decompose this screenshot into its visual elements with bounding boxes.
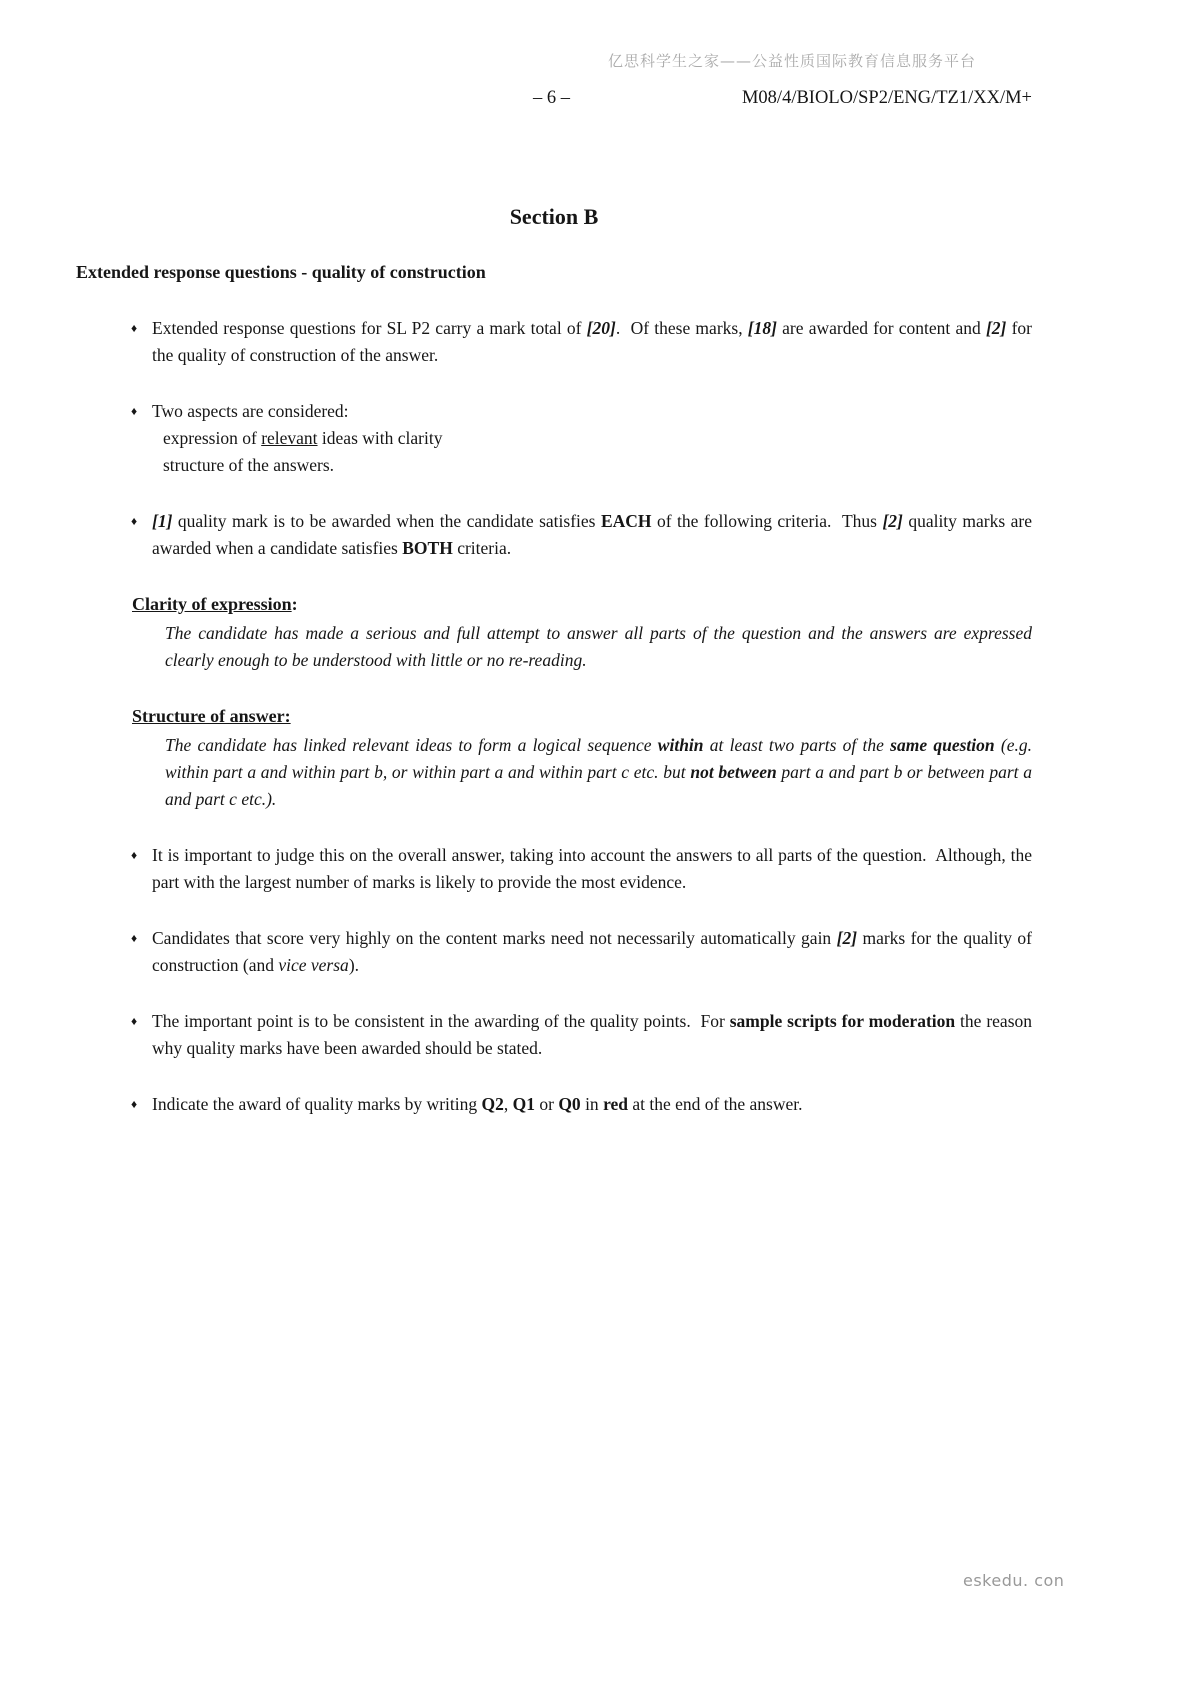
bullet-text [152,508,1037,562]
blocks-container [76,315,1037,1118]
text-run: structure of the answers. [163,455,335,475]
text-run: ideas with clarity [317,428,443,448]
text-run: part a and part b or between part a and part c etc.). [165,762,1037,809]
bullet-text [152,398,1032,479]
text-run: of the following criteria. Thus [651,511,883,531]
text-run: at least two parts of the [703,735,891,755]
text-run: . Of these marks, [615,318,748,338]
bullet-diamond-icon: ♦ [131,848,138,862]
text-run: in [580,1094,604,1114]
bullet-sub-line [163,425,1032,452]
text-run: [20] [586,318,616,338]
bullet-text [152,1091,1032,1118]
text-run: , [503,1094,513,1114]
text-run: at the end of the answer. [628,1094,803,1114]
text-run: Structure of answer: [132,706,291,726]
bullet-text [152,842,1037,896]
subheading: Extended response questions - quality of construction [76,262,486,282]
bullet-diamond-icon: ♦ [131,931,138,945]
text-run: red [603,1094,629,1114]
text-run: marks for the quality of construction (and [152,928,1037,975]
text-run: [2] [985,318,1007,338]
bullet-indicate-award [76,1091,1032,1118]
text-run: the reason why quality marks have been awarded should be stated. [152,1011,1037,1058]
text-run: not between [690,762,777,782]
bullet-diamond-icon: ♦ [131,514,138,528]
heading-structure-of-answer [132,703,1032,730]
bullet-content-marks-not-automatic [76,925,1037,979]
text-run: The candidate has linked relevant ideas to form a logical sequence [165,735,658,755]
text-run: EACH [600,511,652,531]
text-run: relevant [261,428,318,448]
document-code: M08/4/BIOLO/SP2/ENG/TZ1/XX/M+ [741,88,1032,108]
bullet-sub-line [163,452,1032,479]
text-run: The important point is to be consistent in the awarding of the quality points. For [152,1011,730,1031]
text-run: quality marks are awarded when a candidate satisfies [152,511,1037,558]
section-title: Section B [509,204,599,229]
text-run: Indicate the award of quality marks by writing [152,1094,482,1114]
bullet-consistency [76,1008,1037,1062]
text-run: within [657,735,704,755]
document-body [76,0,1037,1118]
text-run: sample scripts for moderation [729,1011,956,1031]
footer-site-label: eskedu. con [963,1571,1065,1590]
bullet-judge-overall-answer [76,842,1037,896]
text-run: Q2 [481,1094,504,1114]
watermark-text: 亿思科学生之家——公益性质国际教育信息服务平台 [607,52,976,70]
bullet-quality-mark-criteria [76,508,1037,562]
bullet-mark-total [76,315,1037,369]
text-run: vice versa [278,955,349,975]
text-run: for the quality of construction of the answer. [152,318,1037,365]
bullet-text [152,925,1037,979]
text-run: [1] [152,511,173,531]
text-run: : [291,594,298,614]
bullet-diamond-icon: ♦ [131,1097,138,1111]
heading-clarity-of-expression [132,591,1032,618]
text-run: Q1 [512,1094,535,1114]
text-run: same question [890,735,995,755]
text-run: ). [348,955,360,975]
bullet-text [152,315,1037,369]
text-run: expression of [163,428,262,448]
text-run: are awarded for content and [776,318,986,338]
page-number: – 6 – [533,88,570,108]
para-structure-description [165,732,1037,813]
text-run: It is important to judge this on the overall answer, taking into account the answers to all parts of the question. Although, the part with the largest number of marks is likely to provide the most evidence. [152,845,1037,892]
text-run: BOTH [402,538,453,558]
bullet-diamond-icon: ♦ [131,404,138,418]
text-run: [2] [882,511,903,531]
text-run: Clarity of expression [132,594,292,614]
bullet-diamond-icon: ♦ [131,1014,138,1028]
text-run: [18] [747,318,777,338]
text-run: The candidate has made a serious and full attempt to answer all parts of the question and the answers are expressed clearly enough to be understood with little or no re-reading. [165,623,1037,670]
text-run: Extended response questions for SL P2 carry a mark total of [152,318,587,338]
text-run: (e.g. within part a and within part b, or within part a and within part c etc. but [165,735,1037,782]
bullet-text [152,1008,1037,1062]
bullet-diamond-icon: ♦ [131,321,138,335]
text-run: or [534,1094,559,1114]
text-run: [2] [836,928,858,948]
para-clarity-description [165,620,1037,674]
bullet-two-aspects [76,398,1032,479]
text-run: Two aspects are considered: [152,401,349,421]
text-run: Q0 [558,1094,581,1114]
text-run: criteria. [452,538,512,558]
text-run: quality mark is to be awarded when the candidate satisfies [172,511,601,531]
text-run: Candidates that score very highly on the content marks need not necessarily automatically gain [152,928,837,948]
